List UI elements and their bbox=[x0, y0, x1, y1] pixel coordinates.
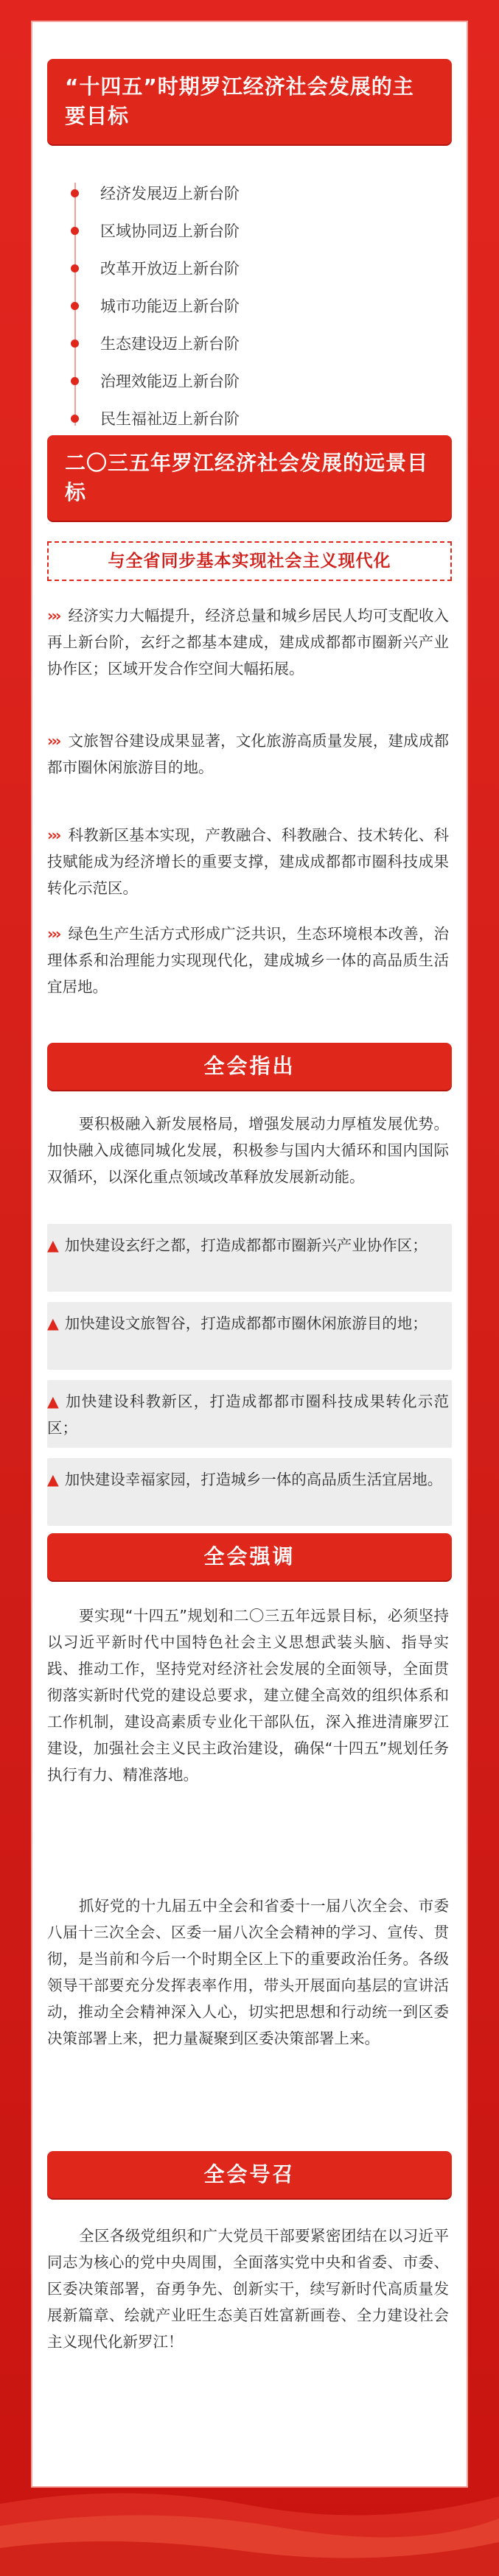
triangle-icon: ▲ bbox=[47, 1393, 60, 1410]
triple-chevron-icon: ››› bbox=[47, 732, 60, 750]
section3-intro: 要积极融入新发展格局，增强发展动力厚植发展优势。加快融入成德同城化发展，积极参与国内大循环和国内国际双循环，以深化重点领域改革释放发展新动能。 bbox=[47, 1115, 449, 1186]
goal-item: 民生福祉迈上新台阶 bbox=[78, 401, 432, 438]
goal-item: 生态建设迈上新台阶 bbox=[78, 325, 432, 363]
goal-item: 治理效能迈上新台阶 bbox=[78, 363, 432, 401]
section5-banner bbox=[47, 2151, 452, 2198]
goal-item: 区域协同迈上新台阶 bbox=[78, 213, 432, 250]
triple-chevron-icon: ››› bbox=[47, 925, 60, 943]
bullet-dot-icon bbox=[71, 377, 79, 385]
bullet-dot-icon bbox=[71, 189, 79, 197]
triangle-icon: ▲ bbox=[47, 1236, 59, 1254]
triangle-icon: ▲ bbox=[47, 1315, 59, 1332]
section3-title: 全会指出 bbox=[203, 1054, 296, 1078]
triangle-icon: ▲ bbox=[47, 1471, 59, 1488]
goal-item: 经济发展迈上新台阶 bbox=[78, 175, 432, 213]
bullet-dot-icon bbox=[71, 227, 79, 235]
goal-item: 改革开放迈上新台阶 bbox=[78, 250, 432, 288]
section4-banner bbox=[47, 1533, 452, 1580]
section1-banner bbox=[47, 59, 452, 144]
section2-subtitle: 与全省同步基本实现社会主义现代化 bbox=[47, 541, 452, 581]
vision-item: ››› 绿色生产生活方式形成广泛共识，生态环境根本改善，治理体系和治理能力实现现代化，建成城乡一体的高品质生活宜居地。 bbox=[47, 925, 449, 996]
section1-title: “十四五”时期罗江经济社会发展的主要目标 bbox=[65, 74, 414, 128]
triple-chevron-icon: ››› bbox=[47, 826, 60, 844]
vision-item: ››› 经济实力大幅提升，经济总量和城乡居民人均可支配收入再上新台阶，玄纡之都基本建成，建成成都都市圈新兴产业协作区；区域开发合作空间大幅拓展。 bbox=[47, 607, 449, 678]
vision-item: ››› 科教新区基本实现，产教融合、科教融合、技术转化、科技赋能成为经济增长的重要支撑，建成成都都市圈科技成果转化示范区。 bbox=[47, 826, 449, 897]
task-item: ▲ 加快建设幸福家园，打造城乡一体的高品质生活宜居地。 bbox=[47, 1471, 443, 1488]
section4-paragraph: 要实现“十四五”规划和二〇三五年远景目标，必须坚持以习近平新时代中国特色社会主义思想武装头脑、指导实践、推动工作，坚持党对经济社会发展的全面领导，全面贯彻落实新时代党的建设总要求，建立健全高效的组织体系和工作机制，建设高素质专业化干部队伍，深入推进清廉罗江建设，加强社会主义民主政治建设，确保“十四五”规划任务执行有力、精准落地。 bbox=[47, 1607, 449, 1784]
section5-title: 全会号召 bbox=[203, 2162, 296, 2186]
content-card bbox=[31, 21, 468, 2488]
goal-item: 城市功能迈上新台阶 bbox=[78, 288, 432, 325]
section4-paragraph: 抓好党的十九届五中全会和省委十一届八次全会、市委八届十三次全会、区委一届八次全会精神的学习、宣传、贯彻，是当前和今后一个时期全区上下的重要政治任务。各级领导干部要充分发挥表率作用，带头开展面向基层的宣讲活动，推动全会精神深入人心，切实把思想和行动统一到区委决策部署上来，把力量凝聚到区委决策部署上来。 bbox=[47, 1897, 449, 2047]
bullet-dot-icon bbox=[71, 415, 79, 423]
triple-chevron-icon: ››› bbox=[47, 607, 60, 624]
section5-paragraph: 全区各级党组织和广大党员干部要紧密团结在以习近平同志为核心的党中央周围，全面落实党中央和省委、市委、区委决策部署，奋勇争先、创新实干，续写新时代高质量发展新篇章、绘就产业旺生态美百姓富新画卷、全力建设社会主义现代化新罗江！ bbox=[47, 2227, 449, 2351]
bullet-dot-icon bbox=[71, 339, 79, 348]
bullet-dot-icon bbox=[71, 264, 79, 272]
decorative-waves bbox=[0, 2474, 499, 2576]
section4-title: 全会强调 bbox=[203, 1544, 296, 1569]
section3-banner bbox=[47, 1043, 452, 1090]
bullet-dot-icon bbox=[71, 302, 79, 310]
task-item: ▲ 加快建设文旅智谷，打造成都都市圈休闲旅游目的地； bbox=[47, 1315, 428, 1332]
task-item: ▲ 加快建设科教新区，打造成都都市圈科技成果转化示范区； bbox=[47, 1393, 449, 1437]
task-item: ▲ 加快建设玄纡之都，打造成都都市圈新兴产业协作区； bbox=[47, 1236, 428, 1254]
section2-title: 二〇三五年罗江经济社会发展的远景目标 bbox=[65, 451, 429, 504]
section2-banner bbox=[47, 435, 452, 521]
goal-list bbox=[78, 175, 432, 438]
vision-item: ››› 文旅智谷建设成果显著，文化旅游高质量发展，建成成都都市圈休闲旅游目的地。 bbox=[47, 732, 449, 776]
